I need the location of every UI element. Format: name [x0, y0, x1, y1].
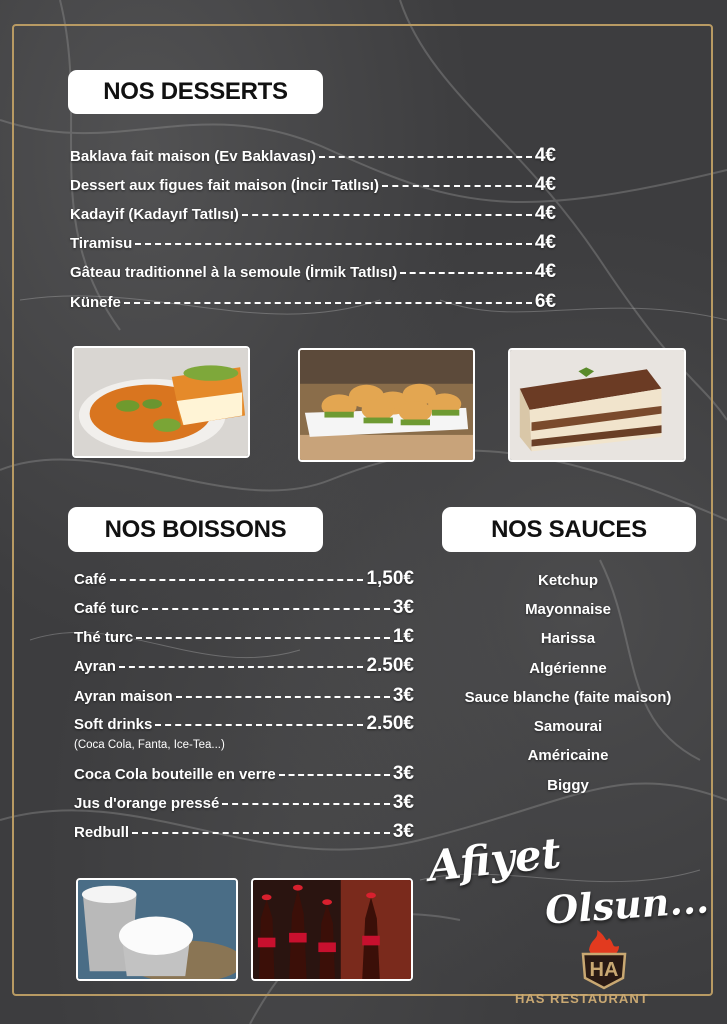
drink-price: 2.50€: [366, 655, 414, 676]
dessert-item: [70, 261, 556, 283]
brand-name: HAS RESTAURANT: [515, 991, 649, 1006]
sauce-item: Biggy: [547, 777, 589, 794]
drinks-heading: NOS BOISSONS: [68, 507, 323, 552]
dessert-price: 4€: [534, 261, 556, 282]
leader-dots: [222, 803, 390, 805]
drink-name: Thé turc: [74, 629, 134, 646]
dessert-item: [70, 145, 556, 167]
drink-price: 1€: [392, 626, 414, 647]
leader-dots: [176, 696, 390, 698]
drink-price: 3€: [392, 792, 414, 813]
leader-dots: [382, 185, 532, 187]
drink-item: [74, 821, 414, 843]
leader-dots: [242, 214, 532, 216]
drink-name: Redbull: [74, 824, 129, 841]
drink-name: Coca Cola bouteille en verre: [74, 766, 276, 783]
leader-dots: [119, 666, 363, 668]
dessert-name: Kadayif (Kadayıf Tatlısı): [70, 206, 239, 223]
sauce-item: Américaine: [527, 747, 609, 764]
restaurant-logo-icon: [575, 928, 633, 990]
drink-item: [74, 568, 414, 590]
dessert-price: 4€: [534, 174, 556, 195]
dessert-name: Tiramisu: [70, 235, 133, 252]
coca-cola-photo: [251, 878, 413, 981]
drink-name: Soft drinks: [74, 716, 153, 733]
ayran-photo: [76, 878, 238, 981]
drink-price: 2.50€: [366, 713, 414, 734]
dessert-name: Künefe: [70, 294, 121, 311]
logo-letters: HA: [589, 959, 619, 981]
dessert-price: 4€: [534, 203, 556, 224]
dessert-price: 6€: [534, 291, 556, 312]
dessert-item: [70, 291, 556, 313]
leader-dots: [400, 272, 532, 274]
olsun-script: Olsun...: [543, 876, 711, 933]
drink-name: Ayran: [74, 658, 116, 675]
dessert-item: [70, 232, 556, 254]
leader-dots: [142, 608, 390, 610]
drink-name: Jus d'orange pressé: [74, 795, 220, 812]
drink-price: 3€: [392, 763, 414, 784]
leader-dots: [132, 832, 390, 834]
kunefe-photo: [72, 346, 250, 458]
leader-dots: [110, 579, 364, 581]
leader-dots: [135, 243, 532, 245]
sauce-item: Sauce blanche (faite maison): [464, 689, 672, 706]
leader-dots: [124, 302, 532, 304]
drink-item: [74, 626, 414, 648]
dessert-name: Baklava fait maison (Ev Baklavası): [70, 148, 316, 165]
drink-name: Café: [74, 571, 107, 588]
dessert-name: Gâteau traditionnel à la semoule (İrmik Tatlısı): [70, 264, 398, 281]
leader-dots: [319, 156, 532, 158]
drink-price: 3€: [392, 821, 414, 842]
drink-price: 1,50€: [366, 568, 414, 589]
dessert-price: 4€: [534, 232, 556, 253]
dessert-item: [70, 174, 556, 196]
sauce-item: Ketchup: [538, 572, 598, 589]
drink-item: [74, 713, 414, 735]
dessert-name: Dessert aux figues fait maison (İncir Tatlısı): [70, 177, 379, 194]
drink-price: 3€: [392, 685, 414, 706]
drink-item: [74, 685, 414, 707]
drink-item: [74, 655, 414, 677]
soft-drinks-note: (Coca Cola, Fanta, Ice-Tea...): [74, 739, 225, 751]
sauce-item: Samourai: [533, 718, 603, 735]
drink-name: Ayran maison: [74, 688, 173, 705]
desserts-heading: NOS DESSERTS: [68, 70, 323, 114]
drink-price: 3€: [392, 597, 414, 618]
sauce-item: Harissa: [540, 630, 596, 647]
leader-dots: [136, 637, 390, 639]
sauce-item: Algérienne: [529, 660, 607, 677]
drink-name: Café turc: [74, 600, 140, 617]
sauces-heading: NOS SAUCES: [442, 507, 696, 552]
drink-item: [74, 597, 414, 619]
dessert-price: 4€: [534, 145, 556, 166]
tiramisu-photo: [508, 348, 686, 462]
drink-item: [74, 792, 414, 814]
drink-item: [74, 763, 414, 785]
dessert-item: [70, 203, 556, 225]
leader-dots: [279, 774, 390, 776]
afiyet-script: Afiyet: [425, 828, 564, 891]
baklava-photo: [298, 348, 475, 462]
leader-dots: [155, 724, 363, 726]
sauce-item: Mayonnaise: [525, 601, 611, 618]
